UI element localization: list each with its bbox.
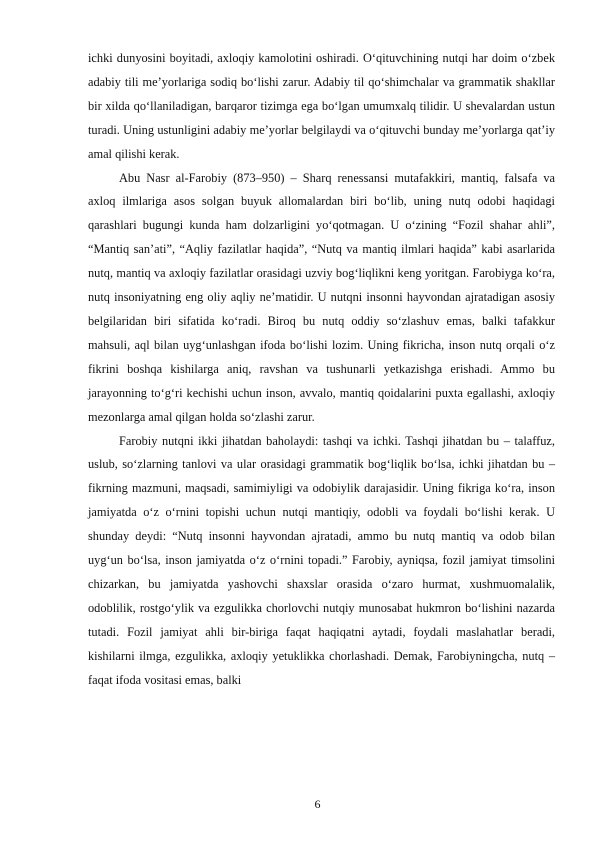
- paragraph-continuation: ichki dunyosini boyitadi, axloqiy kamolotini oshiradi. O‘qituvchining nutqi har doim o‘zbek adabiy tili me’yorlariga sodiq bo‘lishi zarur. Adabiy til qo‘shimchalar va grammatik shakllar bir xilda qo‘llaniladigan, barqaror tizimga ega bo‘lgan umumxalq tilidir. U shevalardan ustun turadi. Uning ustunligini adabiy me’yorlar belgilaydi va o‘qituvchi bunday me’yorlarga qat’iy amal qilishi kerak.: [88, 51, 555, 161]
- paragraph-farobiy-intro: Abu Nasr al-Farobiy (873–950) – Sharq renessansi mutafakkiri, mantiq, falsafa va axloq ilmlariga asos solgan buyuk allomalardan biri bo‘lib, uning nutq odobi haqidagi qarashlari bugungi kunda ham dolzarligini yo‘qotmagan. U o‘zining “Fozil shahar ahli”, “Mantiq san’ati”, “Aqliy fazilatlar haqida”, “Nutq va mantiq ilmlari haqida” kabi asarlarida nutq, mantiq va axloqiy fazilatlar orasidagi uzviy bog‘liqlikni keng yoritgan. Farobiyga ko‘ra, nutq insoniyatning eng oliy aqliy ne’matidir. U nutqni insonni hayvondan ajratadigan asosiy belgilaridan biri sifatida ko‘radi. Biroq bu nutq oddiy so‘zlashuv emas, balki tafakkur mahsuli, aql bilan uyg‘unlashgan ifoda bo‘lishi lozim. Uning fikricha, inson nutq orqali o‘z fikrini boshqa kishilarga aniq, ravshan va tushunarli yetkazishga erishadi. Ammo bu jarayonning to‘g‘ri kechishi uchun inson, avvalo, mantiq qoidalarini puxta egallashi, axloqiy mezonlarga amal qilgan holda so‘zlashi zarur.: [88, 170, 555, 424]
- body-text: [88, 47, 555, 692]
- paragraph-farobiy-speech: Farobiy nutqni ikki jihatdan baholaydi: tashqi va ichki. Tashqi jihatdan bu – talaffuz, uslub, so‘zlarning tanlovi va ular orasidagi grammatik bog‘liqlik bo‘lsa, ichki jihatdan bu – fikrning mazmuni, maqsadi, samimiyligi va odobiylik darajasidir. Uning fikriga ko‘ra, inson jamiyatda o‘z o‘rnini topishi uchun nutqi mantiqiy, odobli va foydali bo‘lishi kerak. U shunday deydi: “Nutq insonni hayvondan ajratadi, ammo bu nutq mantiq va odob bilan uyg‘un bo‘lsa, inson jamiyatda o‘z o‘rnini topadi.” Farobiy, ayniqsa, fozil jamiyat timsolini chizarkan, bu jamiyatda yashovchi shaxslar orasida o‘zaro hurmat, xushmuomalalik, odoblilik, rostgo‘ylik va ezgulikka chorlovchi nutqiy munosabat hukmron bo‘lishini nazarda tutadi. Fozil jamiyat ahli bir-biriga faqat haqiqatni aytadi, foydali maslahatlar beradi, kishilarni ilmga, ezgulikka, axloqiy yetuklikka chorlashadi. Demak, Farobiyningcha, nutq – faqat ifoda vositasi emas, balki: [88, 433, 555, 687]
- page-number: 6: [314, 797, 321, 811]
